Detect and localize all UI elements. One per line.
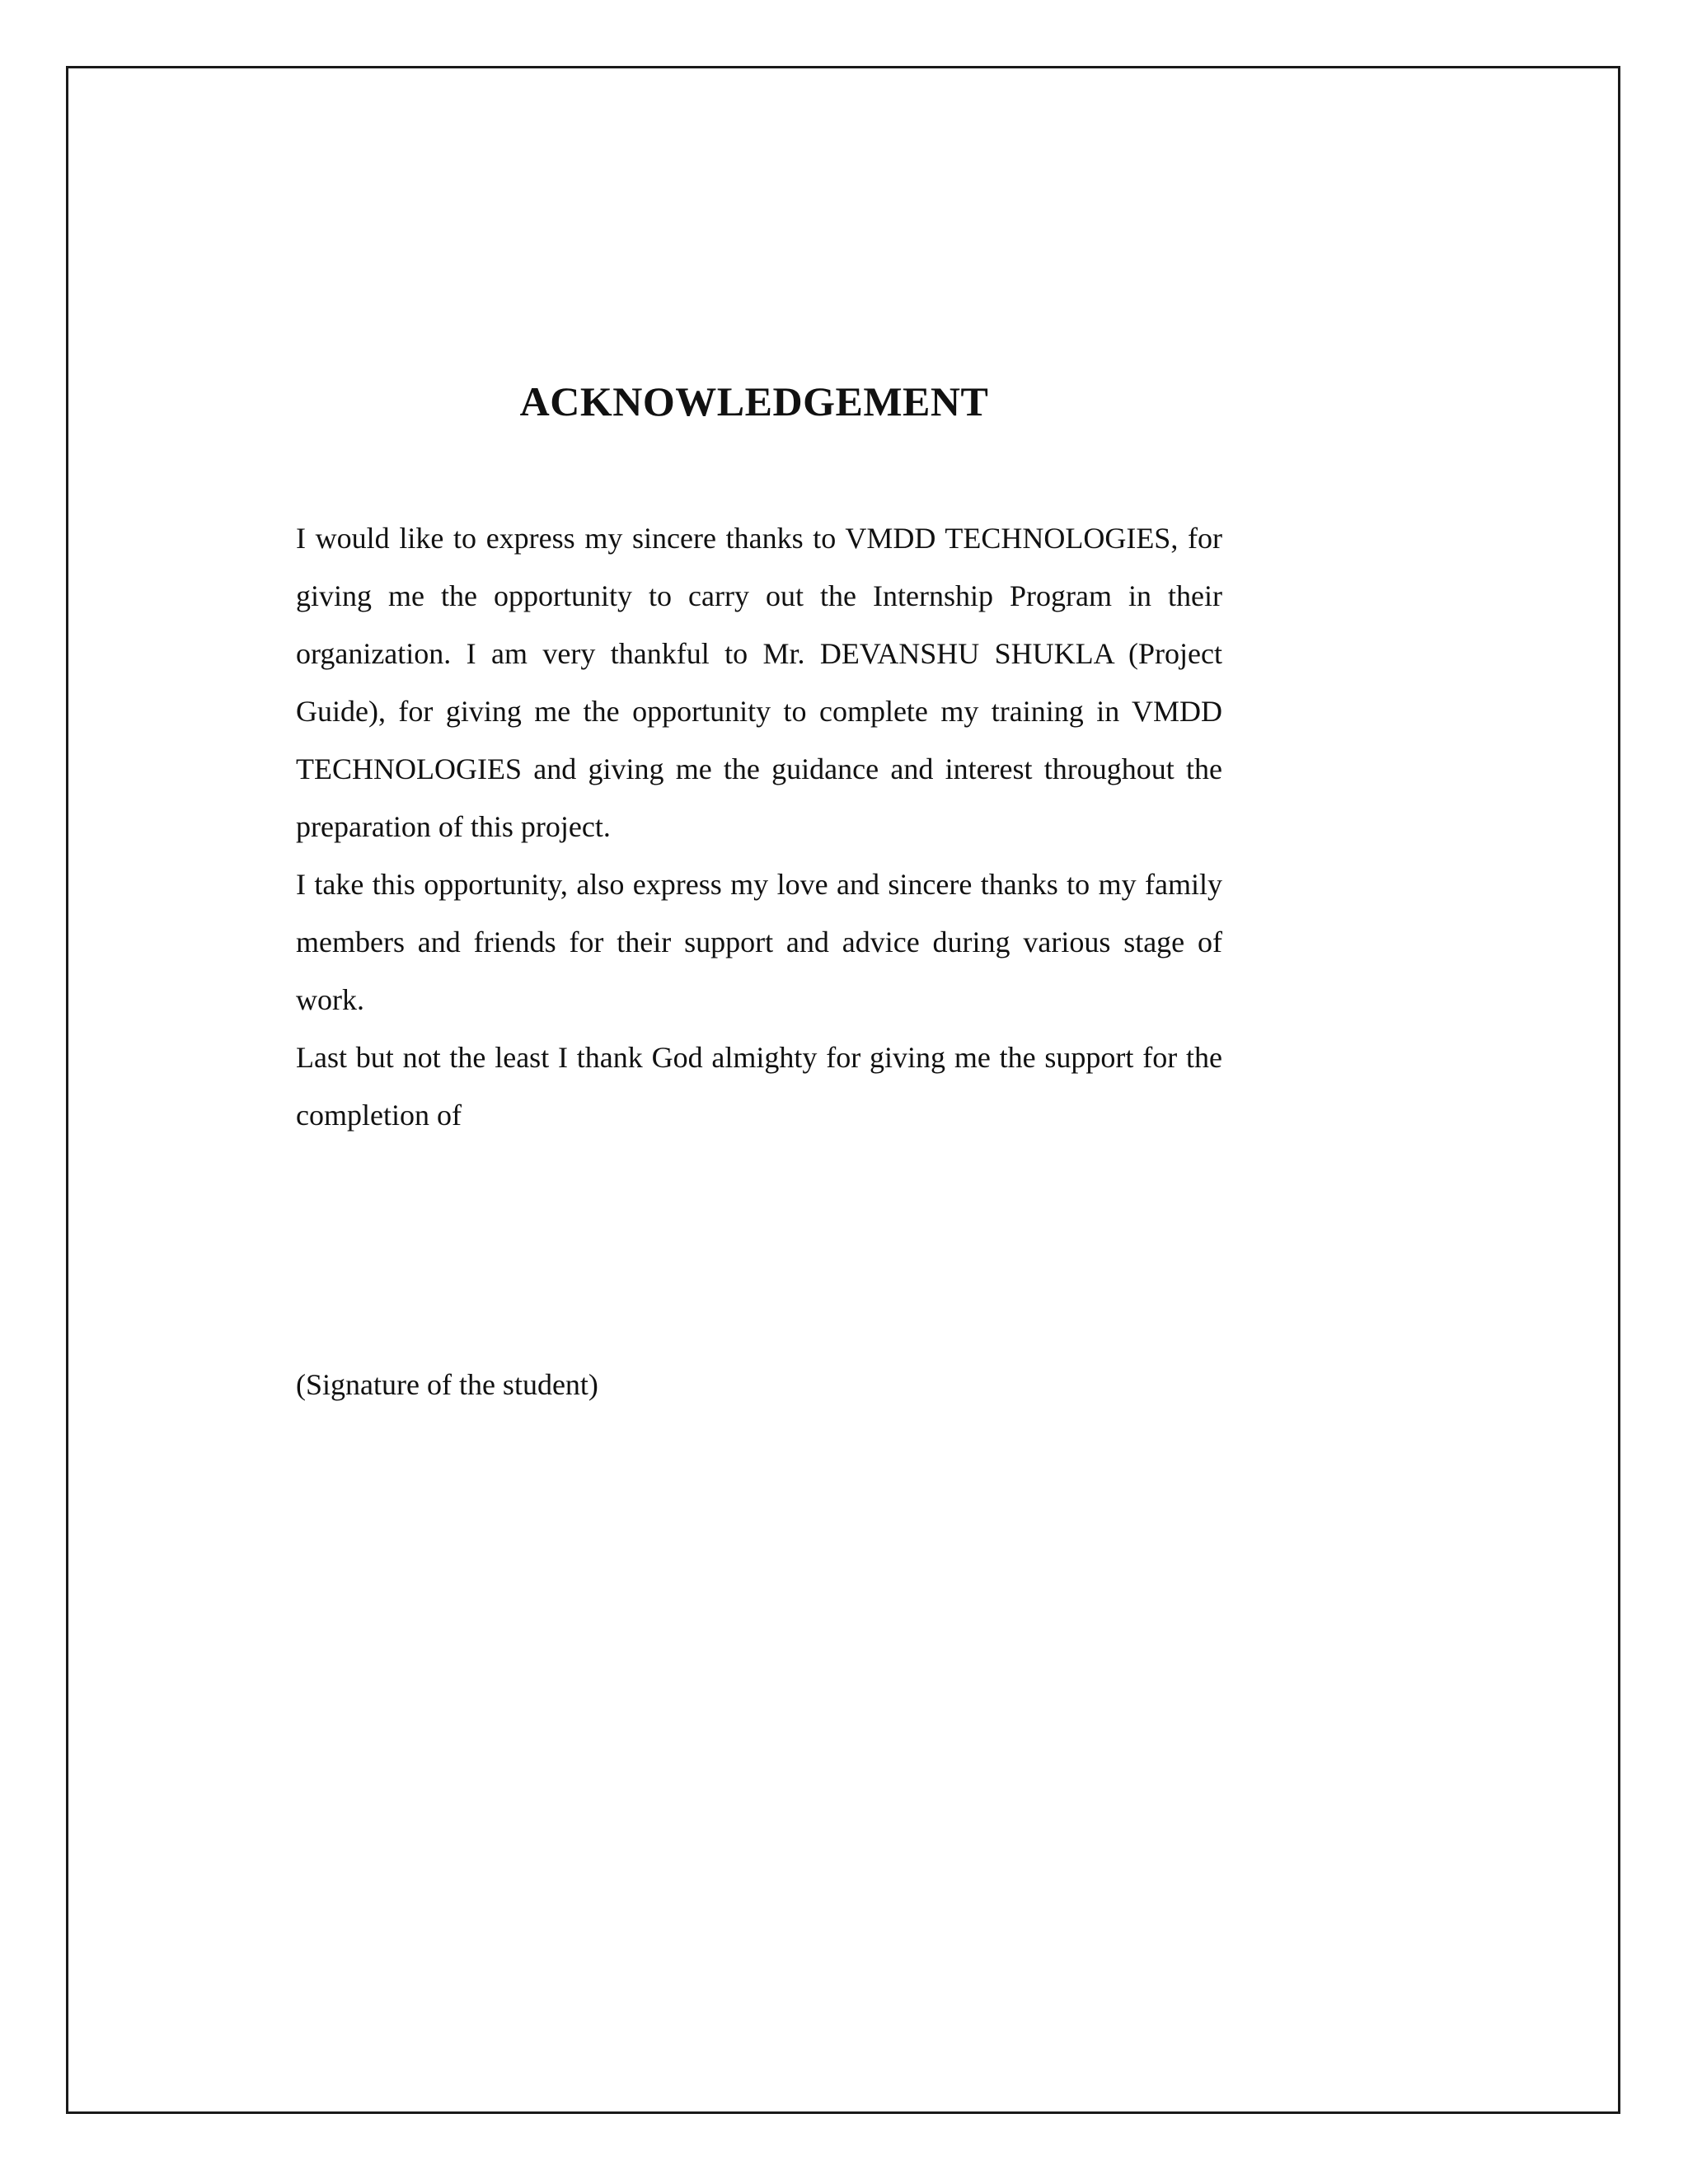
document-body (296, 509, 1222, 1144)
document-title: ACKNOWLEDGEMENT (519, 378, 989, 424)
signature-line: (Signature of the student) (296, 1368, 598, 1401)
paragraph-thanks: I would like to express my sincere thanks to VMDD TECHNOLOGIES, for giving me the opportunity to carry out the Internship Program in their organization. I am very thankful to Mr. DEVANSHU SHUKLA (Project Guide), for giving me the opportunity to complete my training in VMDD TECHNOLOGIES and giving me the guidance and interest throughout the preparation of this project. (296, 522, 1222, 843)
paragraph-family: I take this opportunity, also express my love and sincere thanks to my family members and friends for their support and advice during various stage of work. (296, 868, 1222, 1016)
paragraph-closing: Last but not the least I thank God almighty for giving me the support for the completion of (296, 1041, 1222, 1132)
